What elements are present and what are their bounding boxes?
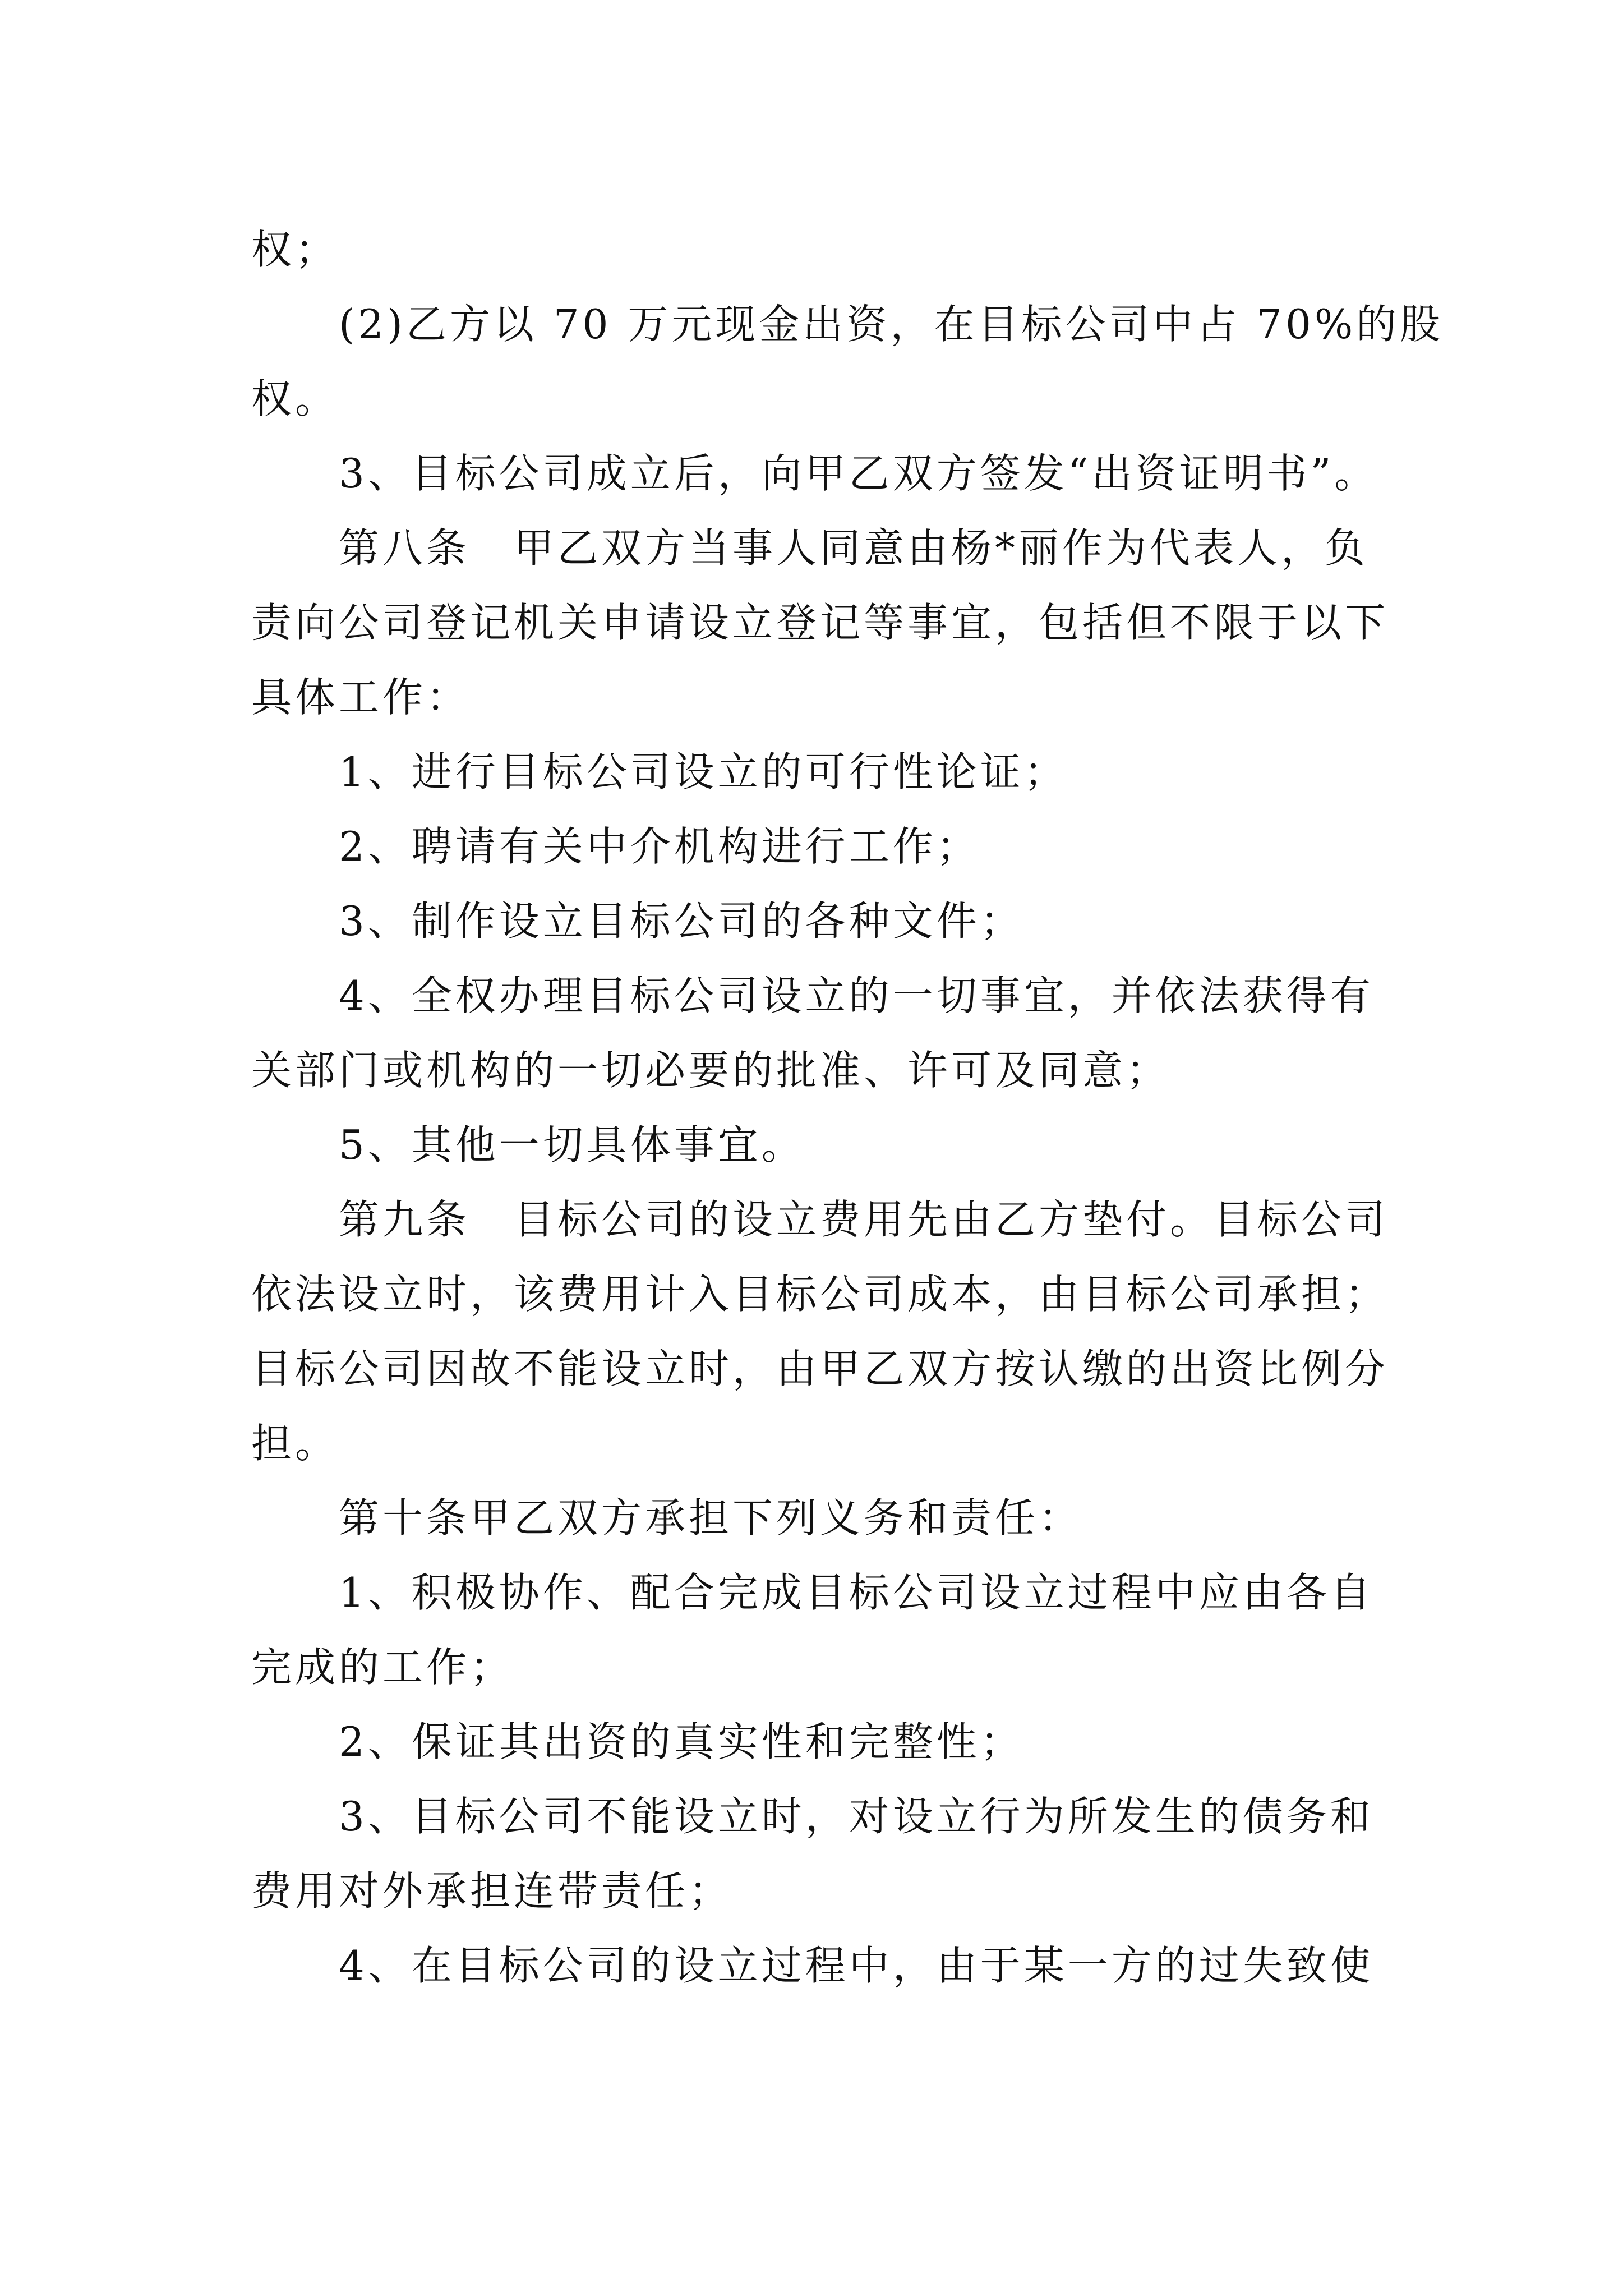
text-line: 权。 — [251, 375, 339, 422]
text-line: 3、目标公司不能设立时，对设立行为所发生的债务和 — [339, 1793, 1374, 1840]
text-line: 完成的工作； — [251, 1644, 514, 1691]
text-line: 关部门或机构的一切必要的批准、许可及同意； — [251, 1047, 1170, 1094]
text-line: 目标公司因故不能设立时，由甲乙双方按认缴的出资比例分 — [251, 1345, 1389, 1392]
text-line: 费用对外承担连带责任； — [251, 1867, 733, 1915]
text-line: 4、在目标公司的设立过程中，由于某一方的过失致使 — [339, 1942, 1374, 1989]
text-line: 3、制作设立目标公司的各种文件； — [339, 898, 1024, 945]
text-line: 依法设立时，该费用计入目标公司成本，由目标公司承担； — [251, 1271, 1389, 1318]
text-line: 担。 — [251, 1420, 339, 1467]
text-line: 3、目标公司成立后，向甲乙双方签发“出资证明书”。 — [339, 450, 1378, 497]
text-line: 5、其他一切具体事宜。 — [339, 1121, 805, 1168]
text-line: 1、积极协作、配合完成目标公司设立过程中应由各自 — [339, 1569, 1374, 1616]
text-line: 第十条甲乙双方承担下列义务和责任： — [339, 1494, 1083, 1542]
text-line: 具体工作： — [251, 674, 471, 721]
text-line: 第八条 甲乙双方当事人同意由杨*丽作为代表人，负 — [339, 524, 1369, 572]
text-line: 2、保证其出资的真实性和完整性； — [339, 1718, 1024, 1765]
text-line: 权； — [251, 226, 339, 273]
text-line: 第九条 目标公司的设立费用先由乙方垫付。目标公司 — [339, 1196, 1389, 1243]
text-line: 2、聘请有关中介机构进行工作； — [339, 823, 980, 870]
text-line: 1、进行目标公司设立的可行性论证； — [339, 748, 1068, 795]
text-line: 4、全权办理目标公司设立的一切事宜，并依法获得有 — [339, 972, 1374, 1019]
text-line: (2)乙方以 70 万元现金出资，在目标公司中占 70%的股 — [339, 301, 1444, 348]
text-line: 责向公司登记机关申请设立登记等事宜，包括但不限于以下 — [251, 599, 1389, 646]
